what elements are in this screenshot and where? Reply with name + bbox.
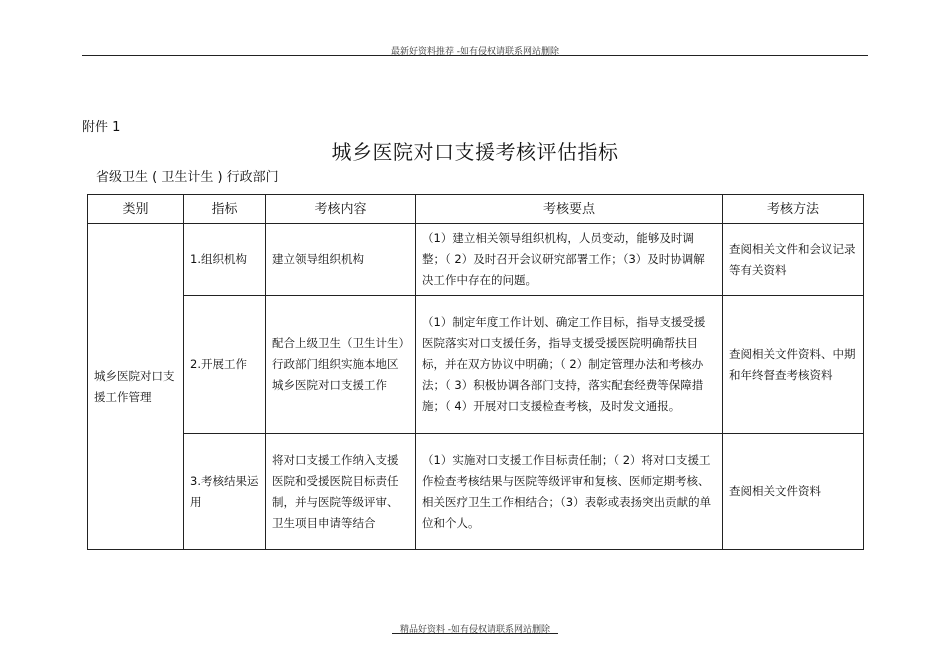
indicator-cell: 3.考核结果运用 — [184, 434, 266, 550]
content-cell: 将对口支援工作纳入支援医院和受援医院目标责任制，并与医院等级评审、卫生项目申请等结合 — [266, 434, 416, 550]
footer-underline — [392, 633, 558, 634]
assessment-table — [87, 194, 864, 550]
attachment-label: 附件 1 — [82, 120, 121, 135]
method-cell: 查阅相关文件资料、中期和年终督查考核资料 — [723, 296, 864, 434]
method-cell: 查阅相关文件和会议记录等有关资料 — [723, 224, 864, 296]
table-row — [88, 296, 864, 434]
points-cell: （1）实施对口支援工作目标责任制；（ 2）将对口支援工作检查考核结果与医院等级评审和复核、医师定期考核、相关医疗卫生工作相结合；（3）表彰或表扬突出贡献的单位和个人。 — [416, 434, 723, 550]
document-subtitle: 省级卫生 ( 卫生计生 ) 行政部门 — [96, 170, 279, 185]
table-row — [88, 224, 864, 296]
method-cell: 查阅相关文件资料 — [723, 434, 864, 550]
header-divider — [82, 55, 868, 56]
content-cell: 建立领导组织机构 — [266, 224, 416, 296]
page-footer: 精品好资料 -如有侵权请联系网站删除 — [399, 625, 551, 635]
points-cell: （1）制定年度工作计划、确定工作目标，指导支援受援医院落实对口支援任务，指导支援受援医院明确帮扶目标，并在双方协议中明确；（ 2）制定管理办法和考核办法；（ 3）积极协调各部门支持，落实配套经费等保障措施；（ 4）开展对口支援检查考核，及时发文通报。 — [416, 296, 723, 434]
category-cell: 城乡医院对口支援工作管理 — [88, 224, 184, 550]
table-header-row — [88, 195, 864, 224]
header-indicator: 指标 — [184, 195, 266, 224]
header-category: 类别 — [88, 195, 184, 224]
header-content: 考核内容 — [266, 195, 416, 224]
points-cell: （1）建立相关领导组织机构，人员变动，能够及时调整；（ 2）及时召开会议研究部署工作；（3）及时协调解决工作中存在的问题。 — [416, 224, 723, 296]
table-row — [88, 434, 864, 550]
header-points: 考核要点 — [416, 195, 723, 224]
page-header: 最新好资料推荐 -如有侵权请联系网站删除 — [390, 47, 560, 57]
document-title: 城乡医院对口支援考核评估指标 — [331, 140, 619, 164]
indicator-cell: 1.组织机构 — [184, 224, 266, 296]
content-cell: 配合上级卫生（卫生计生）行政部门组织实施本地区城乡医院对口支援工作 — [266, 296, 416, 434]
header-method: 考核方法 — [723, 195, 864, 224]
indicator-cell: 2.开展工作 — [184, 296, 266, 434]
